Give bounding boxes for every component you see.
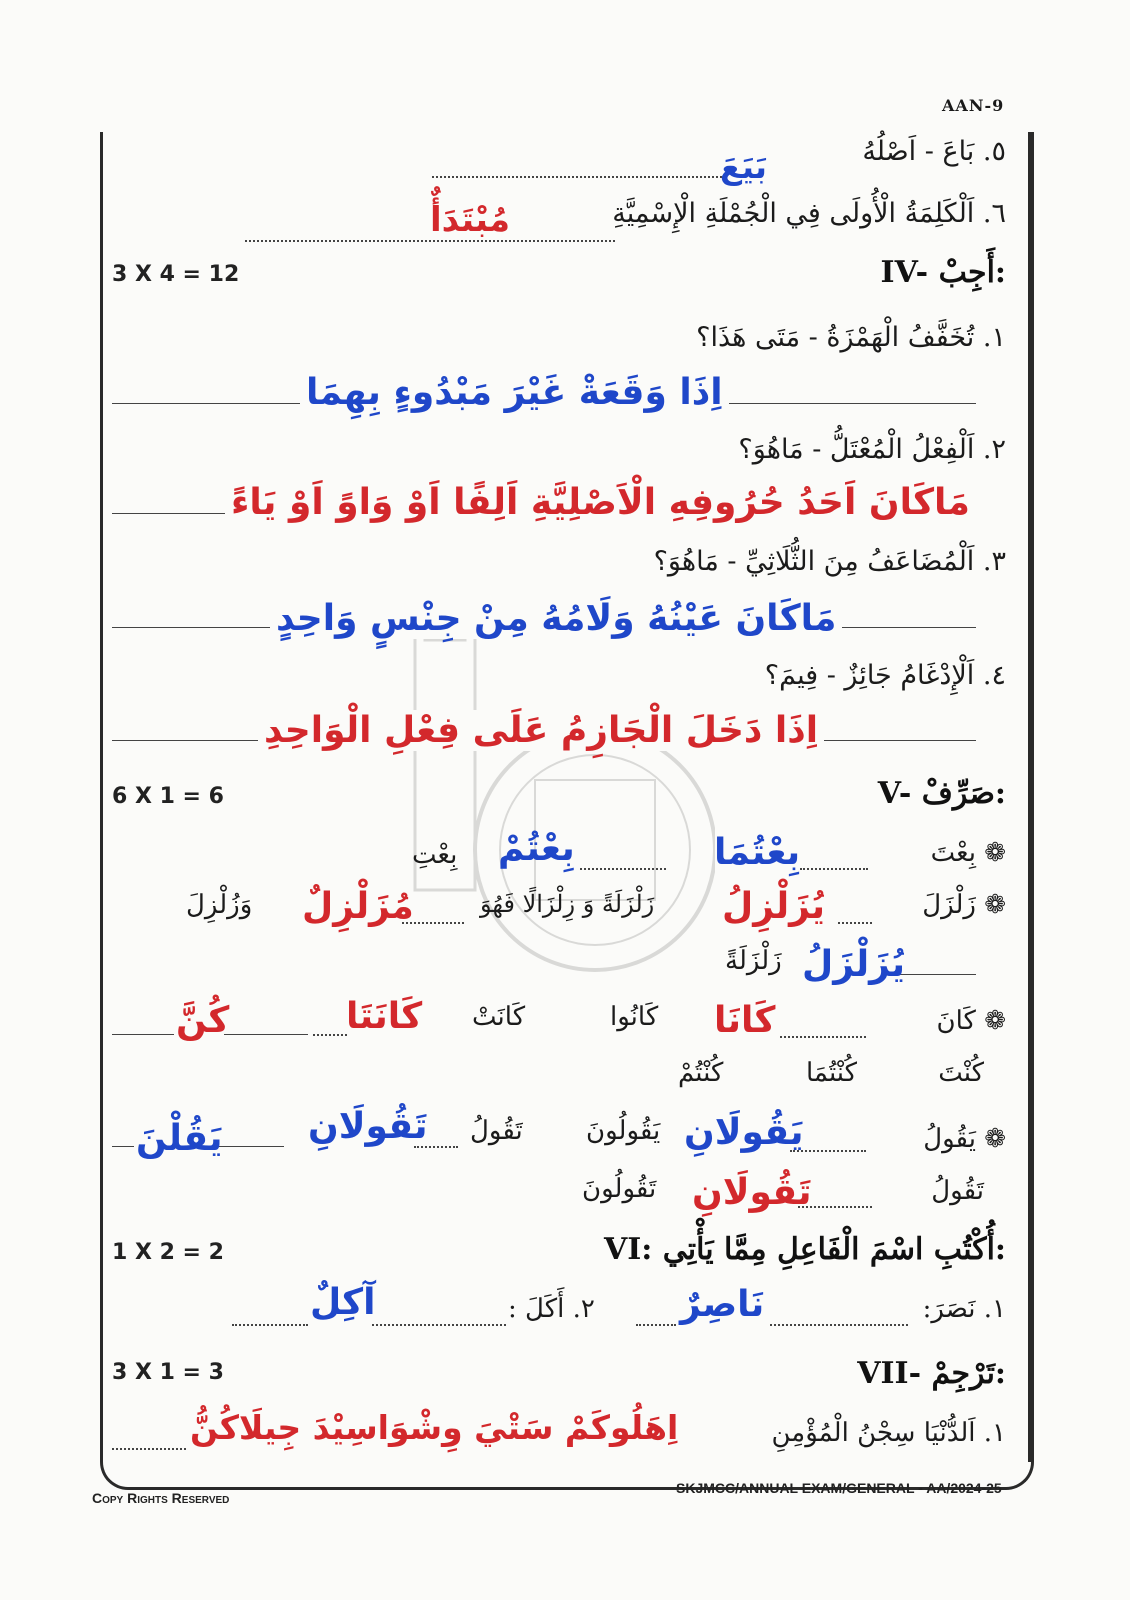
section-5-marks: 6 X 1 = 6 (112, 784, 224, 809)
item-6-question: ٦. اَلْكَلِمَةُ الْأُولَى فِي الْجُمْلَةِ الْإِسْمِيَّةِ (612, 198, 1006, 229)
bullet-icon: ❁ (975, 838, 1006, 868)
answer-line (112, 1146, 134, 1147)
s4-a1: اِذَا وَقَعَةْ غَيْرَ مَبْدُوءٍ بِهِمَا (300, 372, 729, 413)
answer-line (112, 1034, 174, 1035)
s5-r4-a2: كَانَتَا (346, 996, 423, 1037)
section-4-marks: 3 X 4 = 12 (112, 262, 240, 287)
watermark-emblem (395, 600, 715, 1020)
s5-r5-t1: كُنْتَ (938, 1058, 984, 1088)
s5-r7-t1: تَقُولُ (931, 1176, 984, 1206)
s4-q2: ٢. اَلْفِعْلُ الْمُعْتَلُّ - مَاهُوَ؟ (738, 434, 1006, 465)
answer-line (232, 1324, 308, 1326)
item-5-answer: بَيَعَ (720, 148, 767, 186)
s5-r6-t2: تَقُولُ (470, 1116, 523, 1146)
s7-q1: ١. اَلدُّنْيَا سِجْنُ الْمُؤْمِنِ (771, 1418, 1006, 1448)
s5-r2-a2: مُزَلْزِلٌ (302, 886, 414, 927)
s5-r4-t2: كَانَتْ (472, 1002, 526, 1032)
item-5-question: ٥. بَاعَ - اَصْلُهُ (862, 136, 1006, 167)
s5-r4-a3: كُنَّ (176, 1000, 230, 1041)
s4-q4: ٤. اَلْإِدْغَامُ جَائِزٌ - فِيمَ؟ (764, 660, 1006, 691)
s5-r1-a1: بِعْتُمَا (714, 832, 801, 873)
s5-r5-t2: كُنْتُمَا (806, 1058, 858, 1088)
s5-r5-t3: كُنْتُمْ (678, 1058, 724, 1088)
item-6-answer: مُبْتَدَأٌ (430, 200, 511, 240)
s5-r3-a1: يُزَلْزَلُ (802, 944, 906, 985)
s4-q3: ٣. اَلْمُضَاعَفُ مِنَ الثُّلَاثِيِّ - مَاهُوَ؟ (653, 546, 1006, 577)
s4-q1: ١. تُخَفَّفُ الْهَمْزَةُ - مَتَى هَذَا؟ (696, 322, 1006, 353)
s5-r7-t2: تَقُولُونَ (582, 1174, 657, 1204)
section-6-marks: 1 X 2 = 2 (112, 1240, 224, 1265)
s5-r1-t1: بِعْتِ (412, 840, 458, 870)
s4-a3: مَاكَانَ عَيْنُهُ وَلَامُهُ مِنْ جِنْسٍ وَاحِدٍ (270, 598, 842, 639)
bullet-icon: ❁ (975, 1124, 1006, 1154)
s5-r4-t1: كَانُوا (610, 1002, 659, 1032)
s5-r6-a3: يَقُلْنَ (136, 1118, 223, 1159)
footer-copyright: Copy Rights Reserved (92, 1490, 230, 1506)
answer-line (770, 1324, 908, 1326)
answer-line (780, 1036, 866, 1038)
s5-r2-verb: ❁ زَلْزَلَ (922, 890, 1006, 920)
answer-line (245, 240, 615, 242)
s6-q1: ١. نَصَرَ: (922, 1294, 1006, 1324)
page-code: AAN-9 (942, 96, 1005, 115)
s5-r1-verb: ❁ بِعْتَ (930, 838, 1006, 868)
section-4-title: IV- أَجِبْ: (880, 255, 1006, 290)
s5-r3-t1: زَلْزَلَةً (725, 946, 782, 976)
s5-r1-a2: بِعْتُمْ (498, 828, 575, 869)
s4-a2: مَاكَانَ اَحَدُ حُرُوفِهِ الْاَصْلِيَّةِ اَلِفًا اَوْ وَاوً اَوْ يَاءً (225, 482, 976, 523)
answer-line (636, 1324, 676, 1326)
footer-exam-code: SKJMCC/ANNUAL EXAM/GENERAL - AA/2024-25 (676, 1480, 1002, 1496)
s7-a1: اِهَلُوكَمْ سَتْيَ وِشْوَاسِيْدَ جِيلَاكُنُّ (190, 1408, 679, 1447)
s6-a1: نَاصِرٌ (680, 1284, 765, 1325)
s5-r6-verb: ❁ يَقُولُ (923, 1124, 1006, 1154)
answer-line (372, 1324, 506, 1326)
s6-a2: آكِلٌ (310, 1282, 376, 1323)
s5-r2-t2: وَزُلْزِلَ (186, 890, 253, 920)
s5-r6-a1: يَقُولَانِ (684, 1112, 804, 1153)
s5-r2-t1: زَلْزَلَةً وَ زِلْزَالًا فَهُوَ (480, 890, 655, 918)
section-5-title: V- صَرِّفْ: (877, 776, 1006, 811)
s6-q2: ٢. أَكَلَ : (508, 1294, 595, 1324)
bullet-icon: ❁ (975, 890, 1006, 920)
s5-r2-a1: يُزَلْزِلُ (722, 886, 826, 927)
s5-r6-t1: يَقُولُونَ (586, 1116, 661, 1146)
answer-line (580, 868, 666, 870)
answer-line (838, 922, 872, 924)
section-6-title: VI: أُكْتُبِ اسْمَ الْفَاعِلِ مِمَّا يَأْتِي: (603, 1232, 1006, 1267)
s4-a4: اِذَا دَخَلَ الْجَازِمُ عَلَى فِعْلِ الْوَاحِدِ (258, 710, 824, 751)
answer-line (224, 1034, 308, 1035)
s5-r7-a1: تَقُولَانِ (692, 1172, 812, 1213)
answer-line (432, 176, 726, 178)
bullet-icon: ❁ (975, 1006, 1006, 1036)
answer-line (800, 868, 868, 870)
section-7-title: VII- تَرْجِمْ: (857, 1356, 1006, 1391)
answer-line (313, 1034, 347, 1036)
answer-line (112, 1448, 186, 1450)
s5-r4-a1: كَانَا (714, 1000, 776, 1041)
section-7-marks: 3 X 1 = 3 (112, 1360, 224, 1385)
s5-r6-a2: تَقُولَانِ (308, 1106, 428, 1147)
s5-r4-verb: ❁ كَانَ (936, 1006, 1006, 1036)
